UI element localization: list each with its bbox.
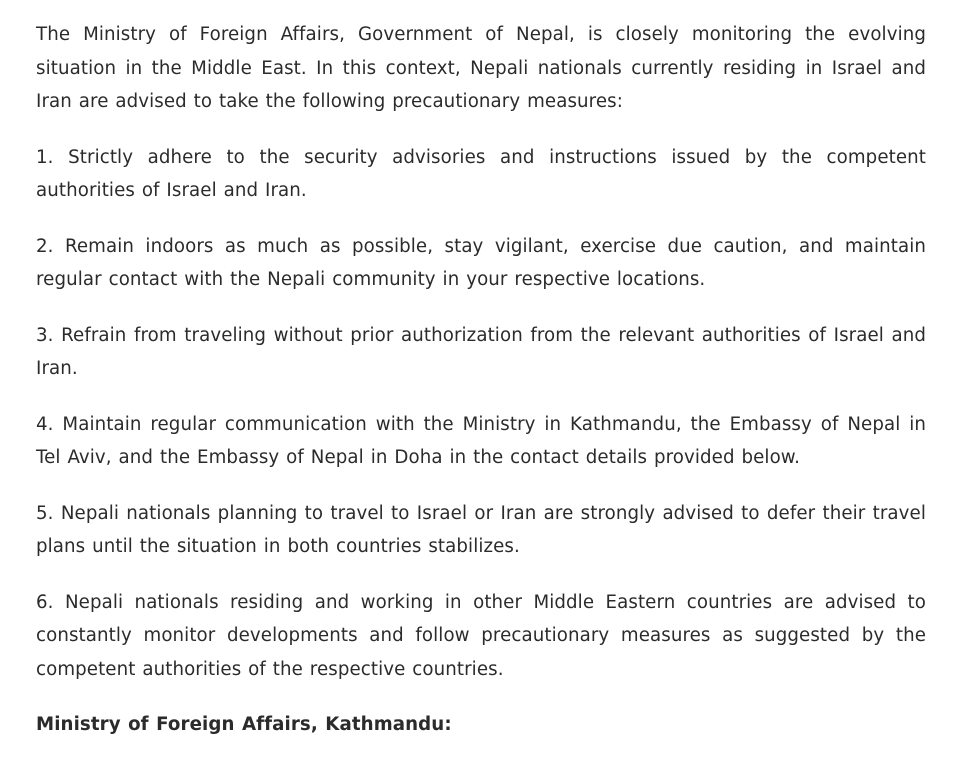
- advisory-item-6: 6. Nepali nationals residing and working in other Middle Eastern countries are advised to constantly monitor developments and follow precautionary measures as suggested by the competent authorities of the respective countries.: [36, 591, 926, 680]
- signature-line: Ministry of Foreign Affairs, Kathmandu:: [36, 714, 452, 735]
- intro-paragraph: The Ministry of Foreign Affairs, Government of Nepal, is closely monitoring the evolving situation in the Middle East. In this context, Nepali nationals currently residing in Israel and Iran are advised to take the following precautionary measures:: [36, 24, 926, 112]
- advisory-item-3: 3. Refrain from traveling without prior authorization from the relevant authorities of Israel and Iran.: [36, 324, 926, 379]
- advisory-document: [36, 18, 926, 764]
- advisory-item-1: 1. Strictly adhere to the security advisories and instructions issued by the competent authorities of Israel and Iran.: [36, 146, 926, 201]
- advisory-item-2: 2. Remain indoors as much as possible, stay vigilant, exercise due caution, and maintain regular contact with the Nepali community in your respective locations.: [36, 235, 926, 290]
- advisory-item-5: 5. Nepali nationals planning to travel to Israel or Iran are strongly advised to defer their travel plans until the situation in both countries stabilizes.: [36, 502, 926, 557]
- advisory-item-4: 4. Maintain regular communication with the Ministry in Kathmandu, the Embassy of Nepal in Tel Aviv, and the Embassy of Nepal in Doha in the contact details provided below.: [36, 413, 926, 468]
